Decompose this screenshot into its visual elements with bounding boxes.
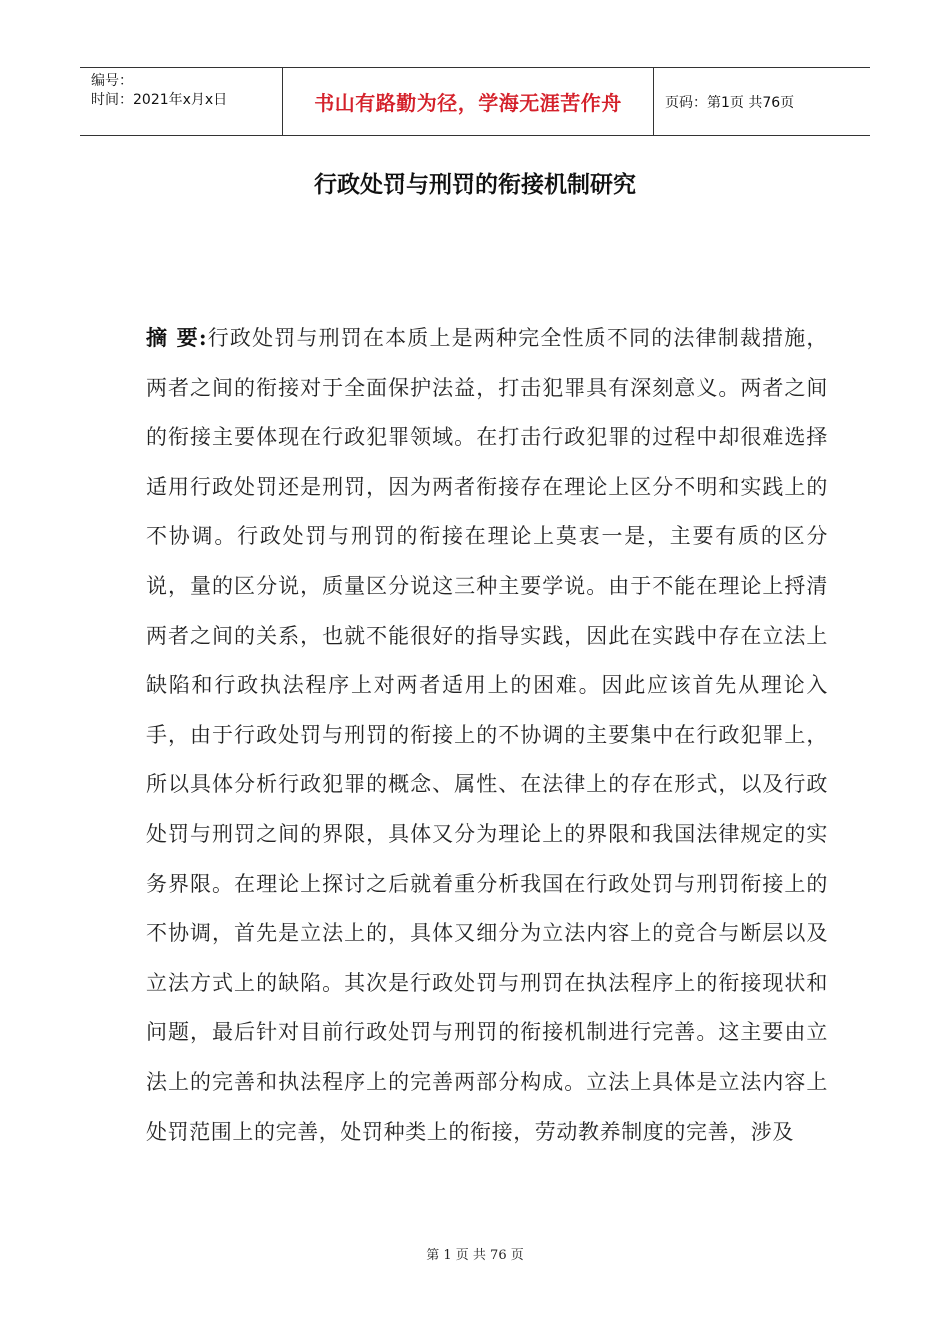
document-number-label: 编号： [91, 73, 133, 89]
header-page-info: 页码：第1页 共76页 [665, 94, 795, 111]
header-table [80, 67, 870, 136]
abstract-paragraph [146, 313, 828, 1157]
header-page-cell [654, 68, 870, 135]
abstract-text: 行政处罚与刑罚在本质上是两种完全性质不同的法律制裁措施，两者之间的衔接对于全面保护法益，打击犯罪具有深刻意义。两者之间的衔接主要体现在行政犯罪领域。在打击行政犯罪的过程中却很难选择适用行政处罚还是刑罚，因为两者衔接存在理论上区分不明和实践上的不协调。行政处罚与刑罚的衔接在理论上莫衷一是，主要有质的区分说，量的区分说，质量区分说这三种主要学说。由于不能在理论上捋清两者之间的关系，也就不能很好的指导实践，因此在实践中存在立法上缺陷和行政执法程序上对两者适用上的困难。因此应该首先从理论入手，由于行政处罚与刑罚的衔接上的不协调的主要集中在行政犯罪上，所以具体分析行政犯罪的概念、属性、在法律上的存在形式，以及行政处罚与刑罚之间的界限，具体又分为理论上的界限和我国法律规定的实务界限。在理论上探讨之后就着重分析我国在行政处罚与刑罚衔接上的不协调，首先是立法上的，具体又细分为立法内容上的竞合与断层以及立法方式上的缺陷。其次是行政处罚与刑罚在执法程序上的衔接现状和问题，最后针对目前行政处罚与刑罚的衔接机制进行完善。这主要由立法上的完善和执法程序上的完善两部分构成。立法上具体是立法内容上处罚范围上的完善，处罚种类上的衔接，劳动教养制度的完善，涉及 [146, 326, 828, 1144]
document-time-label: 时间：2021年x月x日 [91, 92, 228, 108]
abstract-label: 摘 要: [146, 325, 208, 350]
page-footer: 第 1 页 共 76 页 [426, 1248, 524, 1263]
header-motto-cell [282, 68, 654, 135]
document-title: 行政处罚与刑罚的衔接机制研究 [314, 172, 636, 198]
header-motto: 书山有路勤为径，学海无涯苦作舟 [314, 91, 622, 115]
header-meta-cell [80, 68, 282, 135]
